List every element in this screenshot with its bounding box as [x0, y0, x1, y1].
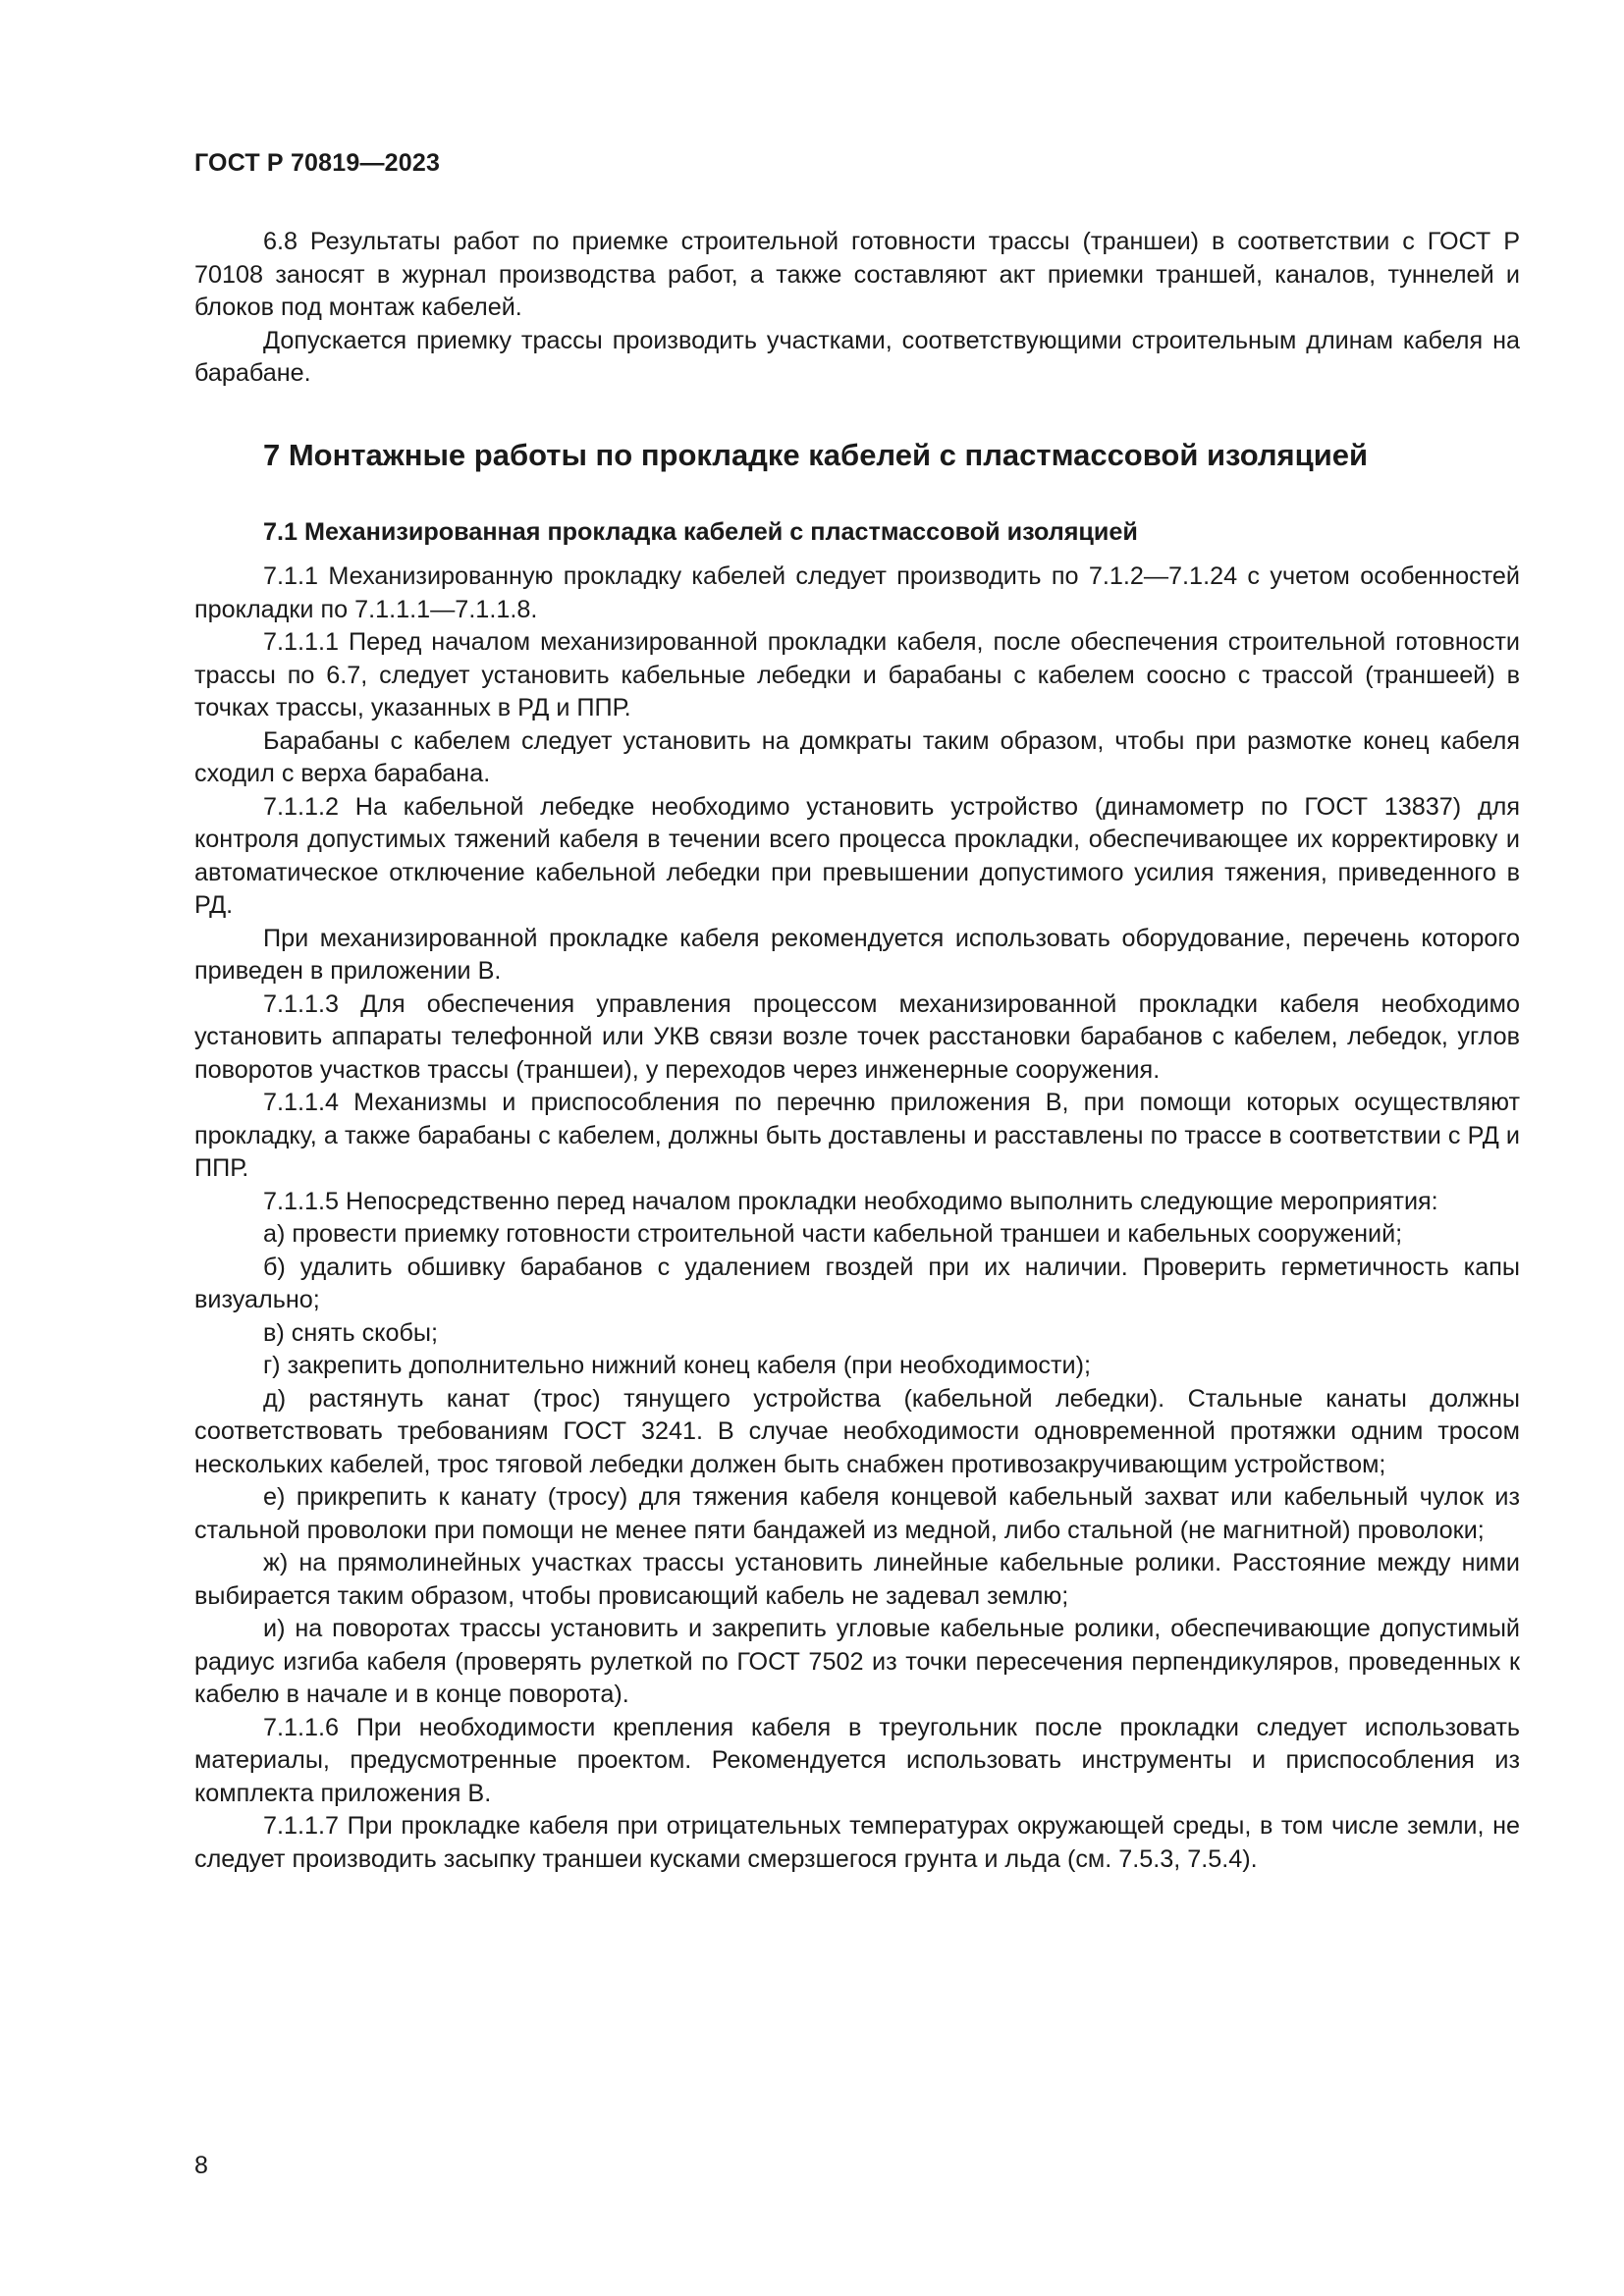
- paragraph-7-1-1-6: 7.1.1.6 При необходимости крепления кабеля в треугольник после прокладки следует использовать материалы, предусмотренные проектом. Рекомендуется использовать инструменты и приспособления из комплекта приложения В.: [194, 1713, 1520, 1807]
- list-item-b: б) удалить обшивку барабанов с удалением гвоздей при их наличии. Проверить герметичность капы визуально;: [194, 1253, 1520, 1313]
- paragraph-7-1-1-4: 7.1.1.4 Механизмы и приспособления по перечню приложения В, при помощи которых осуществляют прокладку, а также барабаны с кабелем, должны быть доставлены и расставлены по трассе в соответствии с РД и ППР.: [194, 1089, 1520, 1182]
- list-item-i: и) на поворотах трассы установить и закрепить угловые кабельные ролики, обеспечивающие допустимый радиус изгиба кабеля (проверять рулеткой по ГОСТ 7502 из точки пересечения перпендикуляров, проведенных к кабелю в начале и в конце поворота).: [194, 1615, 1520, 1708]
- paragraph-7-1-1-2: 7.1.1.2 На кабельной лебедке необходимо установить устройство (динамометр по ГОСТ 13837) для контроля допустимых тяжений кабеля в течении всего процесса прокладки, обеспечивающее их корректировку и автоматическое отключение кабельной лебедки при превышении допустимого усилия тяжения, приведенного в РД.: [194, 792, 1520, 919]
- paragraph-7-1-1-1: 7.1.1.1 Перед началом механизированной прокладки кабеля, после обеспечения строительной готовности трассы по 6.7, следует установить кабельные лебедки и барабаны с кабелем соосно с трассой (траншеей) в точках трассы, указанных в РД и ППР.: [194, 628, 1520, 721]
- document-header: ГОСТ Р 70819—2023: [194, 149, 441, 177]
- document-body: [194, 226, 1520, 1876]
- paragraph-7-1-1-3: 7.1.1.3 Для обеспечения управления процессом механизированной прокладки кабеля необходимо установить аппараты телефонной или УКВ связи возле точек расстановки барабанов с кабелем, лебедок, углов поворотов участков трассы (траншеи), у переходов через инженерные сооружения.: [194, 989, 1520, 1084]
- list-item-a: а) провести приемку готовности строительной части кабельной траншеи и кабельных сооружений;: [263, 1220, 1403, 1248]
- list-item-d: д) растянуть канат (трос) тянущего устройства (кабельной лебедки). Стальные канаты должны соответствовать требованиям ГОСТ 3241. В случае необходимости одновременной протяжки одним тросом нескольких кабелей, трос тяговой лебедки должен быть снабжен противозакручивающим устройством;: [194, 1384, 1520, 1478]
- paragraph-7-1-1-5: 7.1.1.5 Непосредственно перед началом прокладки необходимо выполнить следующие мероприятия:: [263, 1187, 1438, 1215]
- list-item-v: в) снять скобы;: [263, 1318, 438, 1347]
- paragraph-7-1-1: 7.1.1 Механизированную прокладку кабелей следует производить по 7.1.2—7.1.24 с учетом особенностей прокладки по 7.1.1.1—7.1.1.8.: [194, 562, 1520, 623]
- paragraph-7-1-1-7: 7.1.1.7 При прокладке кабеля при отрицательных температурах окружающей среды, в том числе земли, не следует производить засыпку траншеи кусками смерзшегося грунта и льда (см. 7.5.3, 7.5.4).: [194, 1812, 1520, 1873]
- document-page: [194, 0, 1520, 2296]
- paragraph-drums: Барабаны с кабелем следует установить на домкраты таким образом, чтобы при размотке конец кабеля сходил с верха барабана.: [194, 726, 1520, 787]
- list-item-e: е) прикрепить к канату (тросу) для тяжения кабеля концевой кабельный захват или кабельный чулок из стальной проволоки при помощи не менее пяти бандажей из медной, либо стальной (не магнитной) проволоки;: [194, 1483, 1520, 1544]
- subsection-7-1-title: 7.1 Механизированная прокладка кабелей с пластмассовой изоляцией: [263, 517, 1138, 546]
- list-item-g: г) закрепить дополнительно нижний конец кабеля (при необходимости);: [263, 1352, 1091, 1379]
- paragraph-equipment: При механизированной прокладке кабеля рекомендуется использовать оборудование, перечень которого приведен в приложении В.: [194, 924, 1520, 985]
- paragraph-6-8-note: Допускается приемку трассы производить участками, соответствующими строительным длинам кабеля на барабане.: [194, 326, 1520, 387]
- list-item-zh: ж) на прямолинейных участках трассы установить линейные кабельные ролики. Расстояние между ними выбирается таким образом, чтобы провисающий кабель не задевал землю;: [194, 1549, 1520, 1610]
- section-7-title: 7 Монтажные работы по прокладке кабелей с пластмассовой изоляцией: [263, 437, 1369, 472]
- page-number: 8: [194, 2152, 208, 2179]
- paragraph-6-8: 6.8 Результаты работ по приемке строительной готовности трассы (траншеи) в соответствии с ГОСТ Р 70108 заносят в журнал производства работ, а также составляют акт приемки траншей, каналов, туннелей и блоков под монтаж кабелей.: [194, 228, 1520, 321]
